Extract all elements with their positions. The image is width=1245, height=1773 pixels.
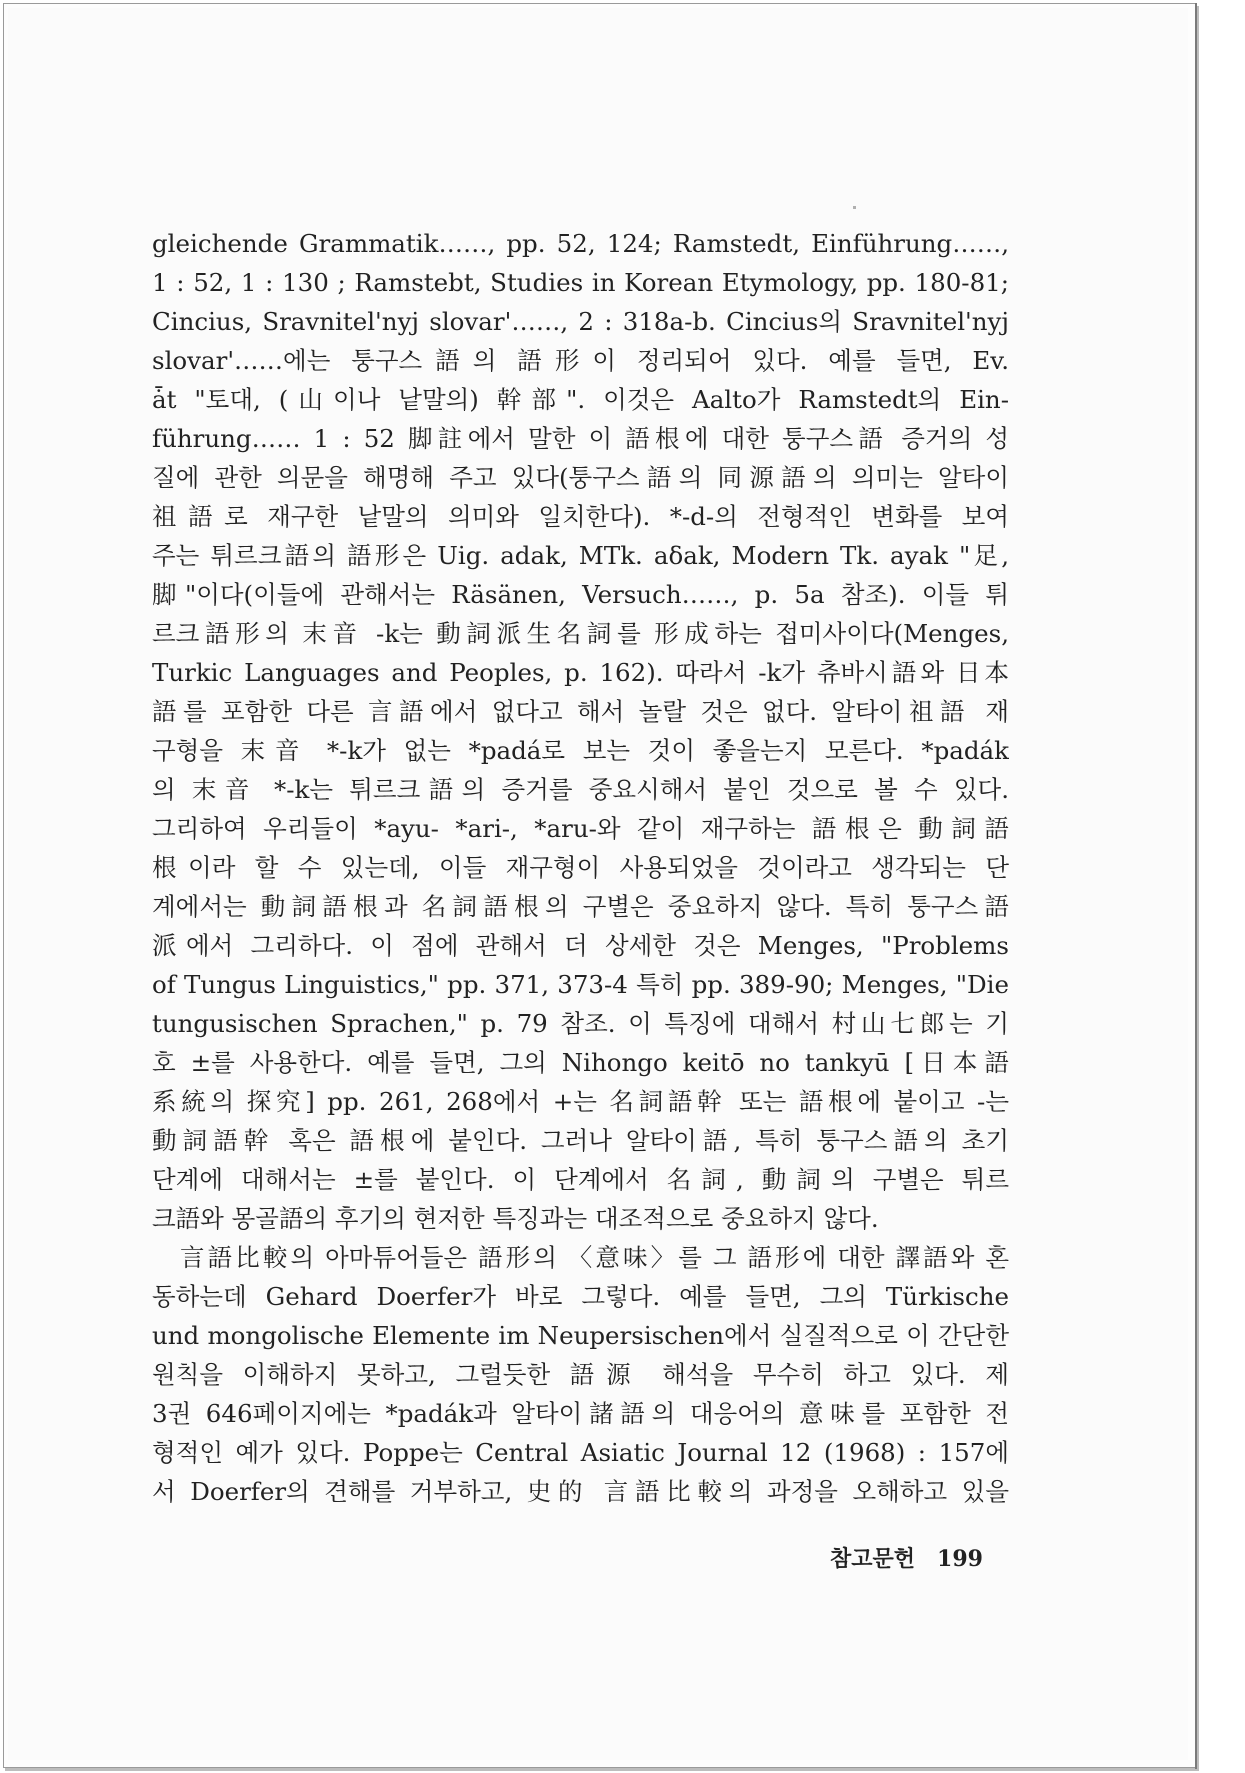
text-line: 단계에 대해서는 ±를 붙인다. 이 단계에서 名詞, 動詞의 구별은 튀르 [152, 1165, 1009, 1194]
text-line: 주는 튀르크語의 語形은 Uig. adak, MTk. aδak, Modern Tk. ayak "足, [152, 541, 1009, 570]
text-line: 계에서는 動詞語根과 名詞語根의 구별은 중요하지 않다. 특히 퉁구스語 [152, 892, 1009, 921]
page-number: 199 [937, 1546, 983, 1572]
text-line: 그리하여 우리들이 *ayu- *ari-, *aru-와 같이 재구하는 語根은 動詞語 [152, 814, 1009, 843]
text-line: 脚"이다(이들에 관해서는 Räsänen, Versuch……, p. 5a 참조). 이들 튀 [152, 580, 1009, 609]
text-line: gleichende Grammatik……, pp. 52, 124; Ramstedt, Einführung……, [152, 229, 1009, 258]
text-line: 語를 포함한 다른 言語에서 없다고 해서 놀랄 것은 없다. 알타이祖語 재 [152, 697, 1009, 726]
paragraph-start-line: 言語比較의 아마튜어들은 語形의 〈意味〉를 그 語形에 대한 譯語와 혼 [180, 1243, 1009, 1272]
text-line: 질에 관한 의문을 해명해 주고 있다(퉁구스語의 同源語의 의미는 알타이 [152, 463, 1009, 492]
text-line: tungusischen Sprachen," p. 79 참조. 이 특징에 대해서 村山七郎는 기 [152, 1009, 1009, 1038]
page-footer [830, 1542, 1005, 1573]
text-line: 根이라 할 수 있는데, 이들 재구형이 사용되었을 것이라고 생각되는 단 [152, 853, 1009, 882]
text-line: 구형을 末音 *-k가 없는 *padá로 보는 것이 좋을는지 모른다. *padák [152, 736, 1009, 765]
body-text [152, 224, 1009, 1511]
text-line: 祖語로 재구한 낱말의 의미와 일치한다). *-d-의 전형적인 변화를 보여 [152, 502, 1009, 531]
text-line: of Tungus Linguistics," pp. 371, 373-4 특히 pp. 389-90; Menges, "Die [152, 970, 1009, 999]
text-line: 크語와 몽골語의 후기의 현저한 특징과는 대조적으로 중요하지 않다. [152, 1204, 879, 1233]
text-line: 3권 646페이지에는 *padák과 알타이諸語의 대응어의 意味를 포함한 전 [152, 1399, 1009, 1428]
text-line: 動詞語幹 혹은 語根에 붙인다. 그러나 알타이語, 특히 퉁구스語의 초기 [152, 1126, 1009, 1155]
text-line: Cincius, Sravnitel'nyj slovar'……, 2 : 318a-b. Cincius의 Sravnitel'nyj [152, 307, 1009, 336]
text-line: 1 : 52, 1 : 130 ; Ramstebt, Studies in Korean Etymology, pp. 180-81; [152, 268, 1009, 297]
text-line: 원칙을 이해하지 못하고, 그럴듯한 語源 해석을 무수히 하고 있다. 제 [152, 1360, 1009, 1389]
text-line: 르크語形의 末音 -k는 動詞派生名詞를 形成하는 접미사이다(Menges, [152, 619, 1009, 648]
text-line: ǡt "토대, (山이나 낱말의) 幹部". 이것은 Aalto가 Ramstedt의 Ein- [152, 385, 1009, 414]
section-title: 참고문헌 [830, 1546, 916, 1572]
text-line: slovar'……에는 퉁구스語의 語形이 정리되어 있다. 예를 들면, Ev. [152, 346, 1009, 375]
text-line: 동하는데 Gehard Doerfer가 바로 그렇다. 예를 들면, 그의 Türkische [152, 1282, 1009, 1311]
text-line: 형적인 예가 있다. Poppe는 Central Asiatic Journal 12 (1968) : 157에 [152, 1438, 1009, 1467]
text-line: führung…… 1 : 52 脚註에서 말한 이 語根에 대한 퉁구스語 증거의 성 [152, 424, 1009, 453]
text-line: 호 ±를 사용한다. 예를 들면, 그의 Nihongo keitō no tankyū [日本語 [152, 1048, 1009, 1077]
scan-speck [853, 206, 856, 209]
text-line: 서 Doerfer의 견해를 거부하고, 史的 言語比較의 과정을 오해하고 있을 [152, 1477, 1009, 1506]
text-line: und mongolische Elemente im Neupersischen에서 실질적으로 이 간단한 [152, 1321, 1009, 1350]
text-line: 의 末音 *-k는 튀르크語의 증거를 중요시해서 붙인 것으로 볼 수 있다. [152, 775, 1009, 804]
page-edge [1195, 3, 1197, 1769]
text-line: 系統의 探究] pp. 261, 268에서 +는 名詞語幹 또는 語根에 붙이고 -는 [152, 1087, 1009, 1116]
text-line: Turkic Languages and Peoples, p. 162). 따라서 -k가 츄바시語와 日本 [152, 658, 1009, 687]
text-line: 派에서 그리하다. 이 점에 관해서 더 상세한 것은 Menges, "Problems [152, 931, 1009, 960]
